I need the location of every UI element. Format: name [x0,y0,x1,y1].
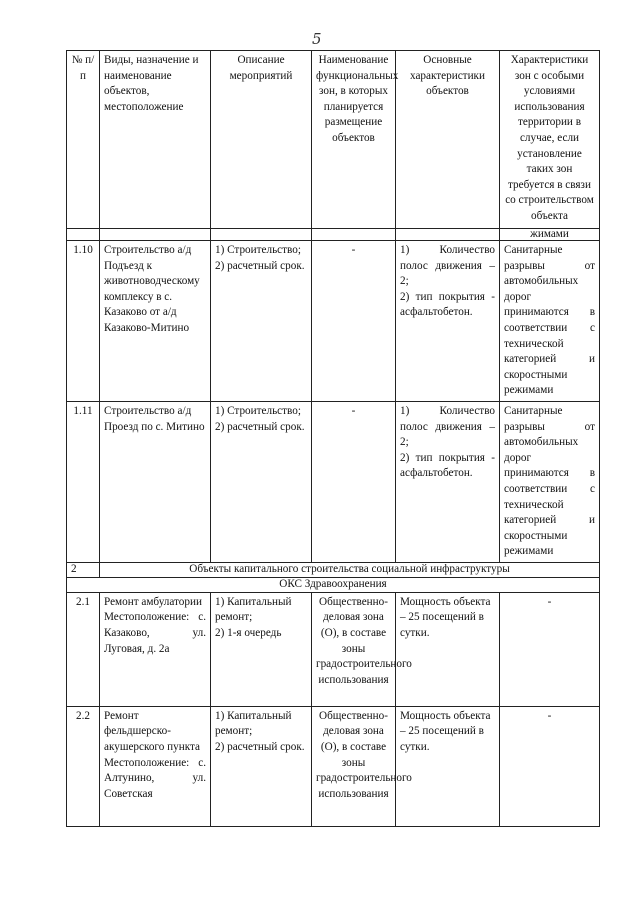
header-special-zones [500,51,600,229]
table-row [67,592,600,706]
activity-line: 1) Капитальный ремонт; [215,595,292,624]
row-zones: - [312,401,396,562]
header-special-zones-text: Характеристики зон с особыми условиями использования территории в случае, если установление таких зон требуется в связи со строительством объекта [505,54,594,222]
activity-line: 1) Строительство; [215,244,301,256]
row-kinds: Строительство а/д Проезд по с. Митино [100,401,211,562]
activity-line: 2) 1-я очередь [215,627,282,640]
page-number: 5 [312,30,322,48]
row-num: 2.1 [67,592,100,706]
row-kinds [100,592,211,706]
kinds-line: Ремонт амбулатории [104,595,202,608]
row-num: 1.11 [67,401,100,562]
header-kinds: Виды, назначение и наименование объектов, местоположение [100,51,211,229]
section-title: Объекты капитального строительства социальной инфраструктуры [100,562,600,577]
subsection-row [67,577,600,592]
section-num: 2 [67,562,100,577]
row-kinds: Строительство а/д Подъезд к животноводческому комплексу в с. Казаково от а/д Казаково-Митино [100,241,211,402]
section-row [67,562,600,577]
row-zones: - [312,241,396,402]
table-row [67,241,600,402]
row-activities [211,706,312,826]
characteristic-line: 2) тип покрытия - асфальтобетон. [400,451,495,480]
activity-line: 1) Строительство; [215,404,301,417]
characteristic-line: 1) Количество полос движения – 2; [400,404,495,449]
row-kinds [100,706,211,826]
row-characteristics [396,401,500,562]
activity-line: 1) Капитальный ремонт; [215,709,292,738]
row-characteristics: Мощность объекта – 25 посещений в сутки. [396,706,500,826]
row-num: 1.10 [67,241,100,402]
header-zones: Наименование функциональных зон, в которых планируется размещение объектов [312,51,396,229]
kinds-line: Местоположение: с. Казаково, ул. Луговая, д. 2а [104,611,206,655]
subsection-title: ОКС Здравоохранения [67,577,600,592]
header-num: № п/п [67,51,100,229]
header-activities: Описание мероприятий [211,51,312,229]
empty-cell [312,229,396,241]
row-activities [211,592,312,706]
row-characteristics [396,241,500,402]
row-zones: Общественно-деловая зона (О), в составе зоны градостроительного использования [312,706,396,826]
table-header-row [67,51,600,229]
characteristic-line: 2) тип покрытия - асфальтобетон. [400,290,495,319]
header-characteristics: Основные характеристики объектов [396,51,500,229]
row-special-zones: Санитарные разрывы от автомобильных дорог принимаются в соответствии с технической категорией и скоростными режимами [500,401,600,562]
table-row [67,401,600,562]
row-activities [211,401,312,562]
activity-line: 2) расчетный срок. [215,420,305,433]
row-characteristics: Мощность объекта – 25 посещений в сутки. [396,592,500,706]
empty-cell [100,229,211,241]
empty-cell [211,229,312,241]
row-num: 2.2 [67,706,100,826]
row-zones: Общественно-деловая зона (О), в составе зоны градостроительного использования [312,592,396,706]
row-special-zones: - [500,706,600,826]
empty-cell [396,229,500,241]
empty-cell [67,229,100,241]
header-tail: жимами [500,229,600,241]
row-activities [211,241,312,402]
table-row [67,706,600,826]
kinds-line: Ремонт фельдшерско-акушерского пункта [104,709,200,754]
row-special-zones: - [500,592,600,706]
row-special-zones: Санитарные разрывы от автомобильных дорог принимаются в соответствии с технической категорией и скоростными режимами [500,241,600,402]
kinds-line: Местоположение: с. Алтунино, ул. Советская [104,756,206,800]
activity-line: 2) расчетный срок. [215,259,305,272]
characteristic-line: 1) Количество полос движения – 2; [400,244,495,288]
header-tail-row [67,229,600,241]
planning-table [66,50,600,827]
activity-line: 2) расчетный срок. [215,741,305,754]
